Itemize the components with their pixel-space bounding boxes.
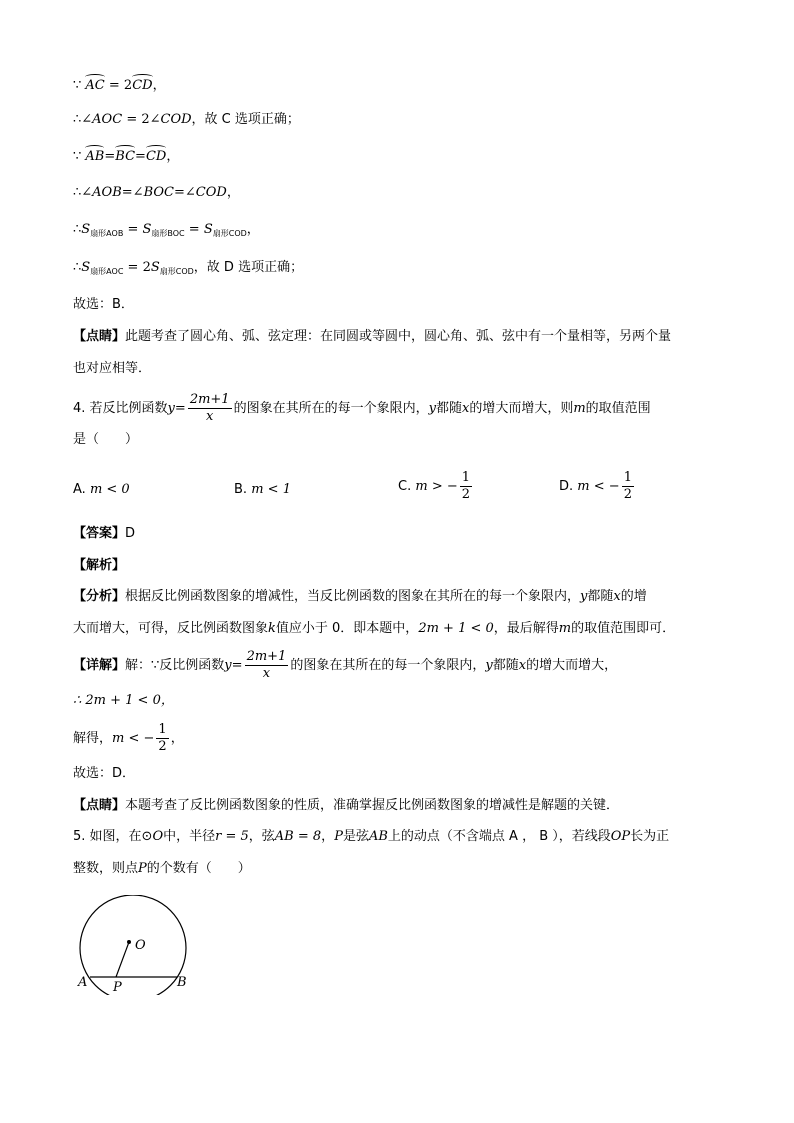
line-sectors-equal: $\therefore S_{扇形AOB} = S_{扇形BOC} = S_{扇形COD}$， — [73, 222, 260, 238]
line-dianjing-1: 【点睛】此题考查了圆心角、弧、弦定理：在同圆或等圆中，圆心角、弧、弦中有一个量相等，另两个量 — [73, 329, 672, 344]
option-a[interactable]: A. m < 0 — [73, 482, 130, 497]
line-dianjing-1b: 也对应相等． — [73, 361, 152, 376]
question-5: 5. 如图，在⊙O中，半径r = 5，弦AB = 8，P是弦AB上的动点（不含端点 A ， B ），若线段OP长为正 — [73, 829, 670, 844]
segment-op — [116, 942, 129, 977]
line-sector-aoc: $\therefore S_{扇形AOC} = 2S_{扇形COD}$，故 D 选项正确； — [73, 260, 304, 276]
line-choose-b: 故选：B． — [73, 297, 134, 312]
fenxi-line-2: 大而增大，可得，反比例函数图象k值应小于 0．即本题中，2m + 1 < 0，最后解得m的取值范围即可． — [73, 621, 676, 636]
dianjing-2: 【点睛】本题考查了反比例函数图象的性质，准确掌握反比例函数图象的增减性是解题的关键． — [73, 798, 620, 813]
circle-o — [80, 895, 186, 995]
xiangjie-line-1: 【详解】解：∵反比例函数y= $\frac{2m+1}{x}$ 的图象在其所在的每一个象限内，y都随x的增大而增大， — [73, 649, 618, 681]
option-c[interactable]: C. m > − $\frac{1}{2}$ — [398, 470, 471, 502]
label-b: B — [177, 975, 187, 990]
line-arcs-equal: ∵ AB=BC=CD， — [73, 147, 179, 167]
arc-ac: AC — [85, 76, 104, 96]
xiangjie-line-2: ∴ 2m + 1 < 0， — [73, 693, 174, 708]
center-point-o — [127, 940, 131, 944]
label-p: P — [113, 980, 122, 995]
xiangjie-line-4: 故选：D． — [73, 766, 136, 781]
label-a: A — [78, 975, 88, 990]
answer-line: 【答案】D — [73, 526, 136, 541]
line-angle-aoc: ∴∠AOC = 2∠COD，故 C 选项正确； — [73, 112, 300, 127]
question-5-line2: 整数，则点P的个数有（ ） — [73, 861, 251, 876]
fraction-2m1-x: $\frac{2m+1}{x}$ — [189, 392, 230, 424]
arc-cd: CD — [132, 76, 152, 96]
question-4-line2: 是（ ） — [73, 432, 139, 447]
line-arc-ac: ∵ AC = 2CD， — [73, 76, 166, 96]
option-b[interactable]: B. m < 1 — [234, 482, 291, 497]
option-d[interactable]: D. m < − $\frac{1}{2}$ — [559, 470, 632, 502]
label-o: O — [135, 938, 146, 953]
circle-figure — [70, 895, 200, 995]
line-angles-equal: ∴∠AOB=∠BOC=∠COD， — [73, 185, 240, 200]
question-4: 4. 若反比例函数y= $\frac{2m+1}{x}$ 的图象在其所在的每一个象限内，y都随x的增大而增大，则m的取值范围 — [73, 392, 651, 424]
xiangjie-line-3: 解得，m < − $\frac{1}{2}$ ， — [73, 722, 184, 754]
fenxi-line-1: 【分析】根据反比例函数图象的增减性，当反比例函数的图象在其所在的每一个象限内，y都随x的增 — [73, 589, 647, 604]
analysis-heading: 【解析】 — [73, 558, 126, 573]
